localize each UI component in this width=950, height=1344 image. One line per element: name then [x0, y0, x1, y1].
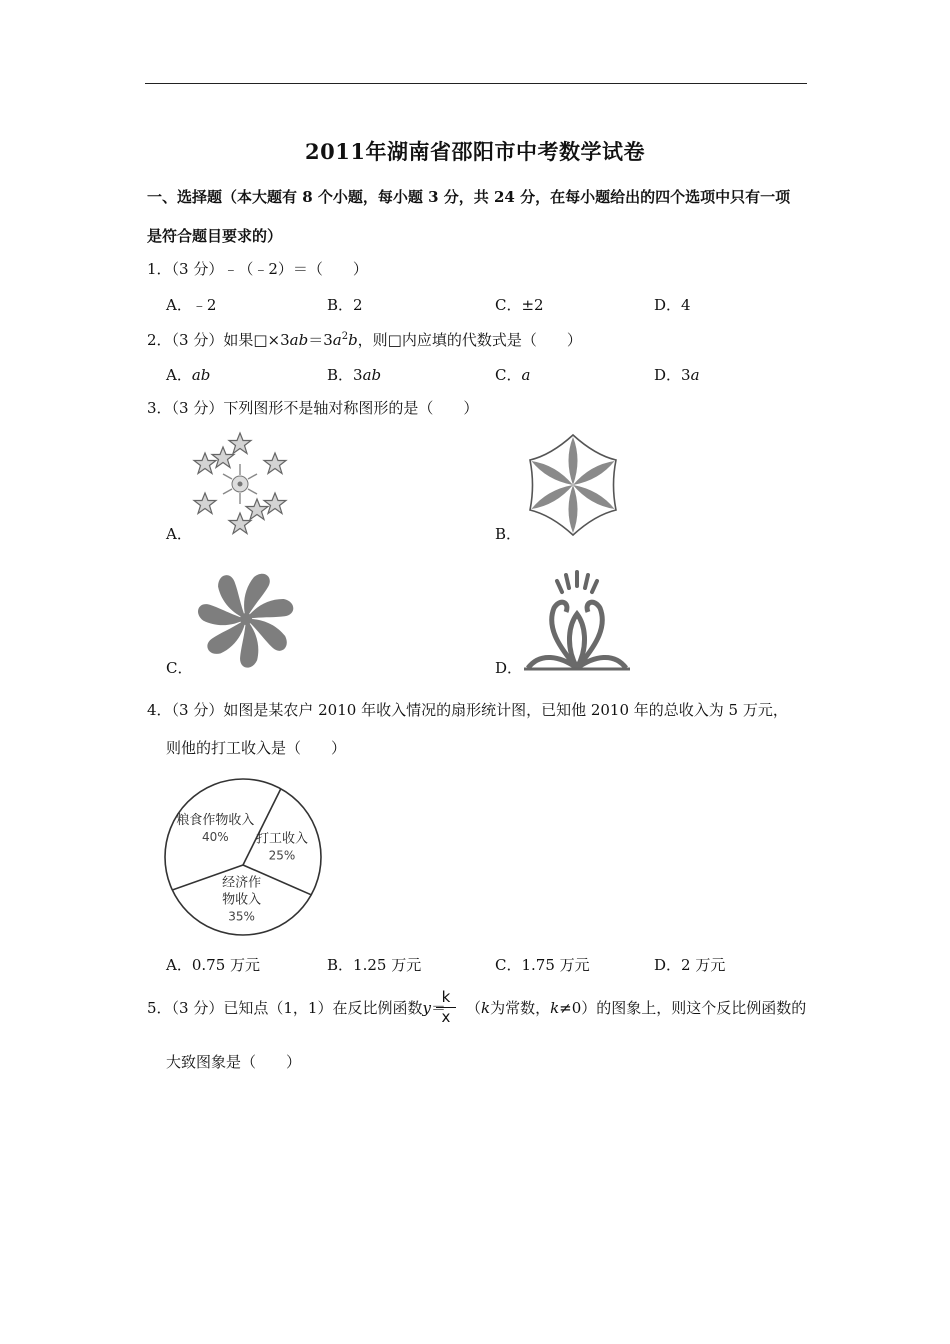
q1-option-a: A．﹣2 — [166, 296, 217, 314]
q1-option-c: C．±2 — [495, 296, 544, 314]
pie-percent-text: 35% — [228, 909, 255, 924]
q4-option-b: B．1.25 万元 — [327, 956, 422, 974]
pie-label-text: 打工收入 — [255, 831, 308, 847]
q5-fraction — [436, 990, 456, 1025]
section-heading-line1: 一、选择题（本大题有 8 个小题，每小题 3 分，共 24 分，在每小题给出的四个选项中只有一项 — [147, 188, 791, 206]
q4-stem-line1: 4．（3 分）如图是某农户 2010 年收入情况的扇形统计图，已知他 2010 年的总收入为 5 万元， — [147, 701, 788, 719]
q4-option-d: D．2 万元 — [654, 956, 726, 974]
pie-percent-text: 40% — [202, 829, 229, 844]
q4-stem-line2: 则他的打工收入是（ ） — [166, 739, 347, 757]
q1-option-b: B．2 — [327, 296, 363, 314]
figure-c-pinwheel — [190, 563, 302, 675]
q3-label-c: C． — [166, 659, 193, 677]
pie-label-text: 经济作 — [222, 875, 262, 891]
q2-option-a: A．ab — [166, 366, 211, 384]
section-heading-line2: 是符合题目要求的） — [147, 227, 283, 245]
page-title: 2011年湖南省邵阳市中考数学试卷 — [305, 139, 645, 164]
pie-label-text: 粮食作物收入 — [176, 812, 255, 828]
q3-label-a: A． — [166, 525, 192, 543]
figure-d-fountain — [520, 568, 634, 674]
q2-option-d: D．3a — [654, 366, 700, 384]
figure-b-hexagon-flower — [517, 430, 629, 540]
q2-option-c: C．a — [495, 366, 531, 384]
q1-stem: 1．（3 分）﹣（﹣2）＝（ ） — [147, 260, 368, 278]
q5-fraction-numerator: k — [436, 990, 456, 1008]
pie-chart — [160, 774, 326, 940]
q4-option-a: A．0.75 万元 — [166, 956, 260, 974]
q3-label-d: D． — [495, 659, 523, 677]
q1-option-d: D．4 — [654, 296, 691, 314]
q4-option-c: C．1.75 万元 — [495, 956, 590, 974]
q3-label-b: B． — [495, 525, 522, 543]
q5-stem-line2: 大致图象是（ ） — [166, 1053, 302, 1071]
pie-percent-text: 25% — [268, 848, 296, 863]
q5-fraction-denominator: x — [441, 1008, 451, 1026]
figure-a-snowflake — [190, 428, 290, 540]
q3-stem: 3．（3 分）下列图形不是轴对称图形的是（ ） — [147, 399, 479, 417]
q2-stem: 2．（3 分）如果$□\times 3ab=3a^2b$，则□内应填的代数式是（ ） — [147, 331, 582, 349]
q2-option-b: B．3ab — [327, 366, 382, 384]
header-rule — [145, 83, 807, 84]
q5-stem-line1: 5．（3 分）已知点（1，1）在反比例函数y＝ （k为常数，k≠0）的图象上，则这个反比例函数的 — [147, 999, 807, 1017]
pie-label-text: 物收入 — [222, 892, 262, 908]
